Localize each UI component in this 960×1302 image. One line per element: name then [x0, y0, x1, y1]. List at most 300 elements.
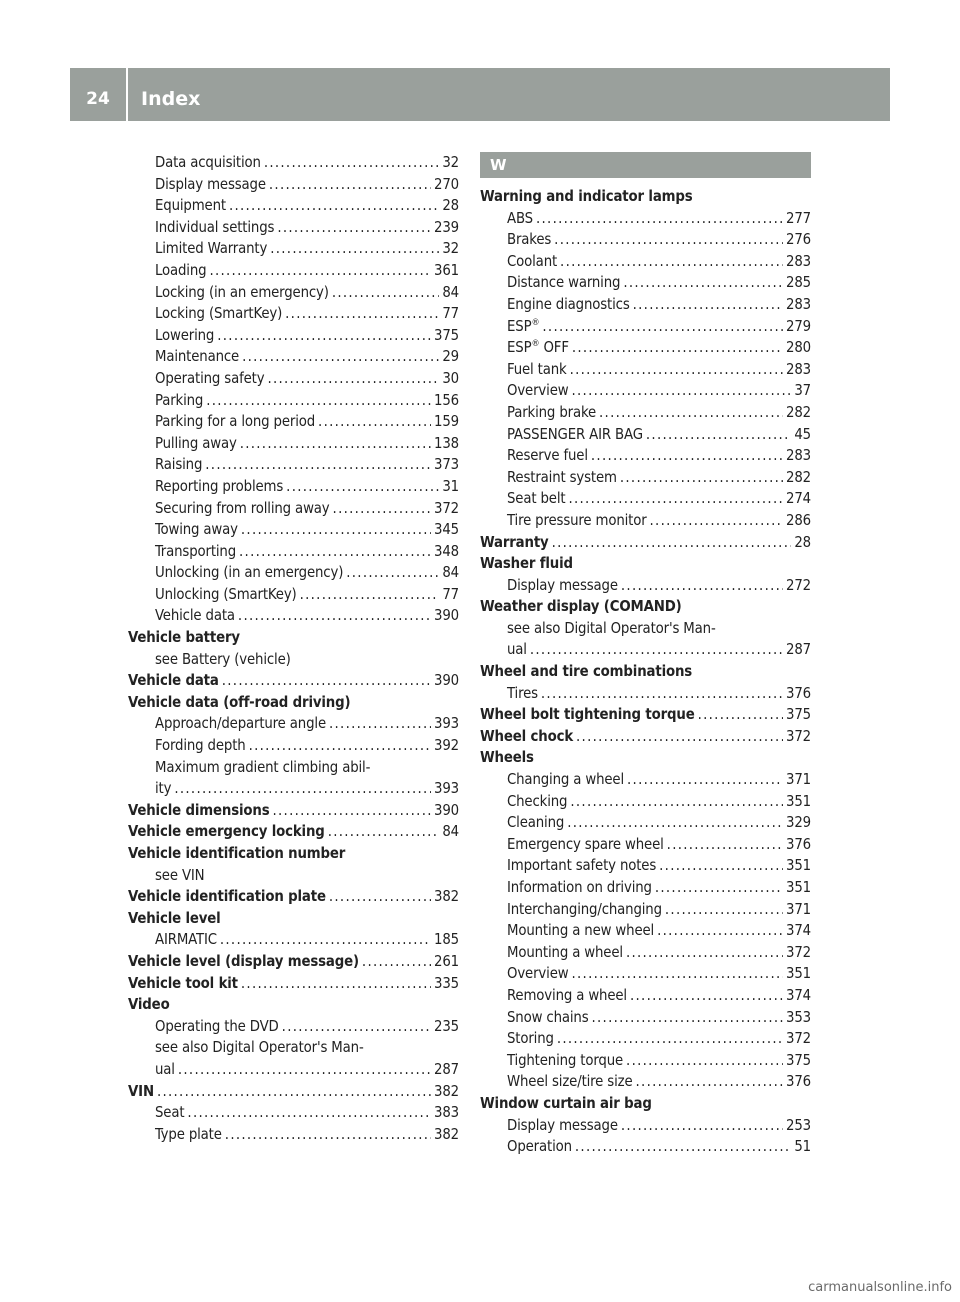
index-heading — [480, 704, 811, 726]
entry-text: Unlocking (in an emergency) — [155, 564, 344, 582]
dot-leader — [264, 152, 440, 174]
entry-label — [507, 1115, 618, 1137]
entry-text: see also Digital Operator's Man- — [507, 619, 716, 637]
entry-text: Raising — [155, 456, 203, 474]
entry-text: Window curtain air bag — [480, 1094, 652, 1112]
dot-leader — [225, 1124, 431, 1146]
index-entry — [128, 1059, 459, 1081]
dot-leader — [621, 1115, 783, 1137]
dot-leader — [571, 380, 791, 402]
index-column-right — [480, 152, 811, 1158]
entry-text: Reporting problems — [155, 477, 284, 495]
entry-text: Vehicle data — [155, 607, 235, 625]
dot-leader — [285, 303, 439, 325]
page-ref: 393 — [434, 780, 459, 798]
dot-leader — [536, 208, 783, 230]
page-ref: 372 — [434, 499, 459, 517]
index-entry — [128, 152, 459, 174]
entry-text: Vehicle level — [128, 909, 221, 927]
dot-leader — [178, 1059, 431, 1081]
dot-leader — [329, 713, 431, 735]
dot-leader — [282, 1016, 431, 1038]
index-entry — [480, 1028, 811, 1050]
entry-text: Lowering — [155, 326, 215, 344]
page-ref: 270 — [434, 175, 459, 193]
index-entry — [128, 1102, 459, 1124]
entry-label — [507, 208, 533, 230]
index-entry — [480, 812, 811, 834]
entry-text: Display message — [155, 175, 266, 193]
dot-leader — [187, 1102, 431, 1124]
entry-label — [507, 618, 716, 640]
entry-label — [128, 908, 221, 930]
index-entry — [128, 195, 459, 217]
entry-label — [155, 562, 343, 584]
entry-label — [155, 433, 237, 455]
entry-text: Operation — [507, 1138, 572, 1156]
entry-text: Overview — [507, 382, 569, 400]
entry-label — [480, 747, 534, 769]
entry-suffix: OFF — [539, 339, 569, 357]
index-entry — [128, 303, 459, 325]
entry-text: Maximum gradient climbing abil- — [155, 758, 371, 776]
index-entry — [480, 791, 811, 813]
page-ref: 329 — [786, 814, 811, 832]
index-entry — [128, 562, 459, 584]
entry-label — [155, 325, 214, 347]
index-entry — [480, 1071, 811, 1093]
entry-text: see VIN — [155, 866, 205, 884]
entry-text: Operating the DVD — [155, 1017, 279, 1035]
entry-text: Parking — [155, 391, 204, 409]
index-entry — [480, 272, 811, 294]
page-ref: 45 — [794, 425, 811, 443]
entry-text: Locking (SmartKey) — [155, 305, 283, 323]
dot-leader — [568, 488, 783, 510]
index-entry — [480, 359, 811, 381]
dot-leader — [541, 683, 783, 705]
page-ref: 351 — [786, 879, 811, 896]
page-ref: 348 — [434, 542, 459, 560]
dot-leader — [241, 519, 431, 541]
entry-text: Parking for a long period — [155, 413, 316, 431]
entry-text: Cleaning — [507, 814, 565, 832]
page-ref: 32 — [442, 240, 459, 258]
index-entry — [480, 510, 811, 532]
entry-text: VIN — [128, 1082, 154, 1100]
dot-leader — [659, 855, 783, 877]
entry-text: ual — [507, 641, 527, 659]
entry-text: Wheel size/tire size — [507, 1073, 633, 1091]
entry-label — [128, 692, 350, 714]
entry-label — [507, 1071, 633, 1093]
index-heading — [480, 661, 811, 683]
dot-leader — [698, 704, 783, 726]
index-column-left — [128, 152, 459, 1145]
page-ref: 274 — [786, 490, 811, 508]
entry-label — [155, 238, 267, 260]
dot-leader — [229, 195, 439, 217]
dot-leader — [174, 778, 431, 800]
index-entry — [128, 1016, 459, 1038]
entry-text: Type plate — [155, 1125, 222, 1143]
dot-leader — [272, 800, 431, 822]
dot-leader — [636, 1071, 784, 1093]
dot-leader — [241, 973, 431, 995]
index-entry — [480, 877, 811, 899]
dot-leader — [300, 584, 440, 606]
index-heading — [128, 1081, 459, 1103]
dot-leader — [620, 467, 783, 489]
page-ref: 345 — [434, 521, 459, 539]
entry-label — [507, 769, 624, 791]
entry-text: Information on driving — [507, 879, 652, 896]
entry-label — [155, 260, 206, 282]
page-ref: 28 — [442, 197, 459, 215]
entry-label — [507, 985, 627, 1007]
page-ref: 37 — [794, 382, 811, 400]
entry-text: Locking (in an emergency) — [155, 283, 329, 301]
dot-leader — [633, 294, 783, 316]
entry-label — [507, 1007, 589, 1029]
entry-label — [155, 713, 326, 735]
page-ref: 276 — [786, 231, 811, 249]
index-entry — [480, 316, 811, 338]
header-divider — [126, 68, 128, 121]
page-ref: 282 — [786, 468, 811, 486]
entry-label — [155, 865, 204, 887]
dot-leader — [286, 476, 439, 498]
index-entry — [480, 467, 811, 489]
entry-label — [507, 359, 567, 381]
letter-heading-w: W — [480, 152, 811, 178]
entry-label — [507, 1028, 554, 1050]
index-entry — [128, 390, 459, 412]
dot-leader — [554, 229, 783, 251]
entry-label — [507, 229, 551, 251]
dot-leader — [269, 174, 431, 196]
entry-text: ABS — [507, 209, 533, 227]
entry-label — [480, 1093, 652, 1115]
index-entry — [128, 757, 459, 779]
entry-text: Display message — [507, 1116, 618, 1134]
entry-label — [155, 757, 370, 779]
entry-label — [128, 994, 170, 1016]
index-entry — [128, 325, 459, 347]
entry-text: Storing — [507, 1030, 554, 1048]
entry-text: Reserve fuel — [507, 447, 588, 465]
entry-text: Tires — [507, 684, 538, 702]
index-entry — [480, 899, 811, 921]
dot-leader — [318, 411, 431, 433]
entry-label — [480, 553, 573, 575]
index-heading — [480, 553, 811, 575]
entry-label — [128, 951, 359, 973]
dot-leader — [575, 1136, 791, 1158]
index-entry — [128, 1037, 459, 1059]
index-entry — [128, 498, 459, 520]
dot-leader — [657, 920, 783, 942]
entry-label — [507, 488, 565, 510]
page-ref: 283 — [786, 252, 811, 270]
entry-text: Pulling away — [155, 434, 237, 452]
dot-leader — [552, 532, 792, 554]
index-heading — [128, 908, 459, 930]
page-ref: 261 — [434, 952, 459, 970]
entry-label — [128, 821, 325, 843]
index-heading — [480, 596, 811, 618]
entry-text: Restraint system — [507, 468, 617, 486]
entry-text: Removing a wheel — [507, 986, 627, 1004]
entry-label — [155, 174, 266, 196]
index-entry — [480, 337, 811, 359]
dot-leader — [240, 433, 431, 455]
entry-label — [155, 778, 171, 800]
page-ref: 373 — [434, 456, 459, 474]
index-entry — [128, 649, 459, 671]
index-entry — [480, 380, 811, 402]
page-ref: 287 — [786, 641, 811, 659]
entry-text: Weather display (COMAND) — [480, 598, 682, 616]
index-entry — [128, 778, 459, 800]
entry-label — [480, 532, 549, 554]
entry-text: ual — [155, 1060, 175, 1078]
entry-label — [507, 855, 656, 877]
entry-label — [128, 627, 240, 649]
index-entry — [128, 346, 459, 368]
entry-label — [155, 476, 283, 498]
entry-label — [507, 812, 564, 834]
section-title: Index — [141, 88, 201, 110]
page-ref: 77 — [442, 305, 459, 323]
dot-leader — [626, 942, 783, 964]
entry-label — [155, 195, 226, 217]
index-entry — [128, 929, 459, 951]
index-entry — [480, 424, 811, 446]
entry-text: Engine diagnostics — [507, 295, 630, 313]
dot-leader — [270, 238, 439, 260]
index-entry — [128, 584, 459, 606]
dot-leader — [206, 390, 431, 412]
index-entry — [480, 229, 811, 251]
index-entry — [128, 411, 459, 433]
entry-label — [155, 584, 297, 606]
page-ref: 282 — [786, 403, 811, 421]
index-entry — [128, 865, 459, 887]
entry-label — [507, 639, 527, 661]
entry-label — [128, 886, 326, 908]
index-heading — [128, 951, 459, 973]
entry-label — [507, 683, 538, 705]
entry-text: Vehicle data — [128, 672, 219, 690]
index-entry — [480, 985, 811, 1007]
index-entry — [480, 251, 811, 273]
entry-text: Washer fluid — [480, 555, 573, 573]
dot-leader — [570, 791, 783, 813]
entry-text: Wheel and tire combinations — [480, 663, 693, 681]
index-heading — [128, 843, 459, 865]
entry-label — [128, 973, 238, 995]
page-ref: 84 — [442, 283, 459, 301]
page-ref: 382 — [434, 1125, 459, 1143]
page-ref: 371 — [786, 771, 811, 789]
entry-label — [507, 877, 652, 899]
page-ref: 392 — [434, 737, 459, 755]
dot-leader — [591, 445, 783, 467]
dot-leader — [623, 272, 783, 294]
index-heading — [480, 1093, 811, 1115]
page-ref: 287 — [434, 1060, 459, 1078]
entry-label — [507, 834, 664, 856]
entry-label — [128, 670, 219, 692]
page-ref: 351 — [786, 857, 811, 875]
index-entry — [480, 683, 811, 705]
page-ref: 371 — [786, 900, 811, 918]
page-ref: 30 — [442, 369, 459, 387]
index-entry — [128, 713, 459, 735]
entry-label — [155, 649, 291, 671]
page-ref: 390 — [434, 801, 459, 819]
entry-text: Vehicle data (off-road driving) — [128, 693, 351, 711]
entry-label — [507, 899, 662, 921]
dot-leader — [205, 454, 431, 476]
entry-text: Parking brake — [507, 403, 597, 421]
page-ref: 383 — [434, 1104, 459, 1122]
entry-text: Wheel chock — [480, 727, 574, 745]
page-ref: 393 — [434, 715, 459, 733]
page-ref: 375 — [786, 706, 811, 724]
index-entry — [480, 488, 811, 510]
index-heading — [128, 886, 459, 908]
dot-leader — [667, 834, 783, 856]
page-ref: 277 — [786, 209, 811, 227]
entry-text: Vehicle level (display message) — [128, 952, 359, 970]
page-number: 24 — [86, 89, 110, 109]
dot-leader — [630, 985, 783, 1007]
entry-text: Operating safety — [155, 369, 265, 387]
entry-label — [155, 346, 239, 368]
dot-leader — [333, 498, 431, 520]
entry-label — [507, 575, 618, 597]
entry-label — [155, 303, 282, 325]
dot-leader — [572, 337, 783, 359]
page-ref: 285 — [786, 274, 811, 292]
dot-leader — [249, 735, 431, 757]
page-ref: 32 — [442, 154, 459, 171]
dot-leader — [209, 260, 431, 282]
entry-text: Vehicle identification plate — [128, 888, 326, 906]
page-ref: 156 — [434, 391, 459, 409]
page-ref: 31 — [442, 477, 459, 495]
index-heading — [128, 800, 459, 822]
page-ref: 376 — [786, 835, 811, 853]
entry-label — [128, 843, 345, 865]
entry-text: Vehicle dimensions — [128, 801, 270, 819]
index-entry — [128, 174, 459, 196]
entry-label — [507, 963, 568, 985]
index-heading — [128, 994, 459, 1016]
entry-label — [128, 1081, 154, 1103]
index-entry — [128, 519, 459, 541]
registered-mark: ® — [531, 339, 540, 350]
entry-text: Distance warning — [507, 274, 621, 292]
index-heading — [128, 627, 459, 649]
dot-leader — [222, 670, 431, 692]
entry-text: Important safety notes — [507, 857, 657, 875]
entry-label — [507, 272, 620, 294]
entry-label — [155, 929, 217, 951]
entry-label — [507, 920, 654, 942]
page-ref: 376 — [786, 1073, 811, 1091]
entry-label — [507, 424, 643, 446]
entry-text: Vehicle battery — [128, 629, 240, 647]
index-heading — [128, 670, 459, 692]
page-ref: 239 — [434, 218, 459, 236]
entry-label — [155, 1016, 279, 1038]
index-heading — [128, 973, 459, 995]
entry-label — [507, 510, 647, 532]
page-ref: 283 — [786, 360, 811, 378]
dot-leader — [362, 951, 431, 973]
dot-leader — [571, 963, 783, 985]
entry-text: see Battery (vehicle) — [155, 650, 291, 668]
entry-label — [155, 735, 246, 757]
index-entry — [480, 834, 811, 856]
dot-leader — [328, 821, 440, 843]
index-heading — [480, 747, 811, 769]
index-entry — [480, 208, 811, 230]
page-ref: 280 — [786, 339, 811, 357]
dot-leader — [655, 877, 783, 899]
entry-text: Changing a wheel — [507, 771, 625, 789]
index-entry — [480, 445, 811, 467]
index-heading — [128, 821, 459, 843]
index-entry — [480, 920, 811, 942]
index-entry — [480, 1136, 811, 1158]
index-entry — [128, 735, 459, 757]
entry-text: Transporting — [155, 542, 237, 560]
page-ref: 375 — [786, 1051, 811, 1069]
dot-leader — [346, 562, 439, 584]
page-ref: 272 — [786, 576, 811, 594]
entry-label — [155, 541, 236, 563]
dot-leader — [650, 510, 784, 532]
page-ref: 29 — [442, 348, 459, 366]
entry-text: see also Digital Operator's Man- — [155, 1039, 364, 1057]
index-heading — [480, 532, 811, 554]
index-entry — [128, 1124, 459, 1146]
entry-label — [155, 152, 261, 174]
page-ref: 283 — [786, 295, 811, 313]
entry-text: ESP — [507, 317, 532, 335]
entry-label — [507, 467, 617, 489]
entry-label — [128, 800, 269, 822]
page-ref: 84 — [442, 823, 459, 841]
page-ref: 351 — [786, 792, 811, 810]
entry-text: AIRMATIC — [155, 931, 217, 949]
index-entry — [128, 433, 459, 455]
dot-leader — [627, 769, 783, 791]
entry-label — [480, 661, 692, 683]
entry-label — [507, 1136, 572, 1158]
index-entry — [480, 639, 811, 661]
dot-leader — [238, 605, 431, 627]
dot-leader — [560, 251, 783, 273]
page-ref: 159 — [434, 413, 459, 431]
index-entry — [480, 963, 811, 985]
index-entry — [480, 769, 811, 791]
dot-leader — [570, 359, 783, 381]
